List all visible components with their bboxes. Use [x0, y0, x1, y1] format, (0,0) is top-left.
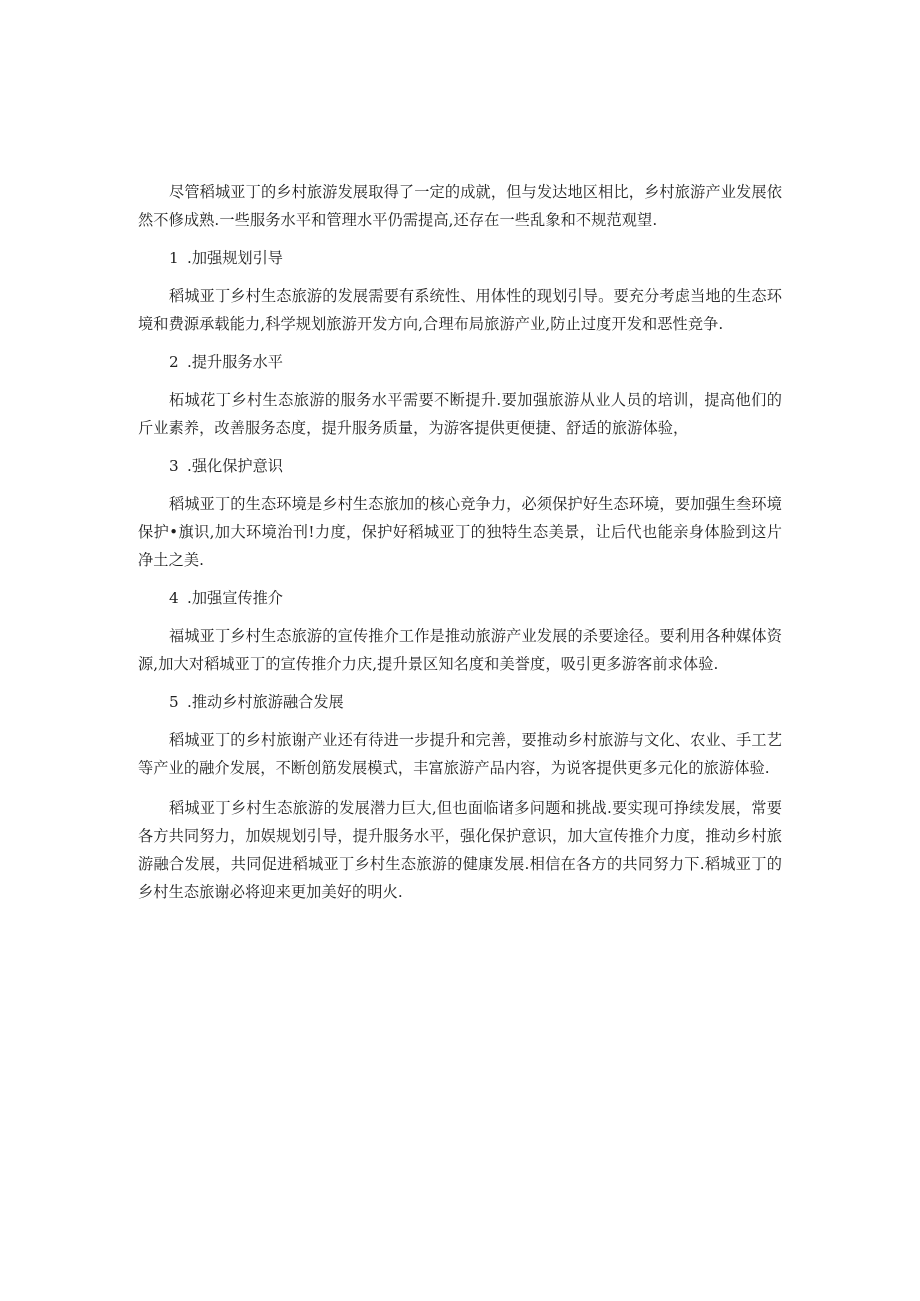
section-number: 4	[169, 589, 179, 607]
conclusion-paragraph: 稻城亚丁乡村生态旅游的发展潜力巨大,但也面临诸多问题和挑战.要实现可挣续发展，常要各方共同努力，加娱规划引导，提升服务水平，强化保护意识，加大宣传推介力度，推动乡村旅游融合发展，共同促进稻城亚丁乡村生态旅游的健康发展.相信在各方的共同努力下.稻城亚丁的乡村生态旅谢必将迎来更加美好的明火.	[138, 799, 782, 901]
section-number: 2	[169, 353, 179, 371]
section-title: .加强规划引导	[187, 249, 283, 267]
section-heading-5	[138, 688, 782, 716]
section-title: .强化保护意识	[187, 457, 283, 475]
section-heading-3	[138, 452, 782, 480]
spacer	[138, 338, 782, 348]
document-body	[138, 178, 782, 906]
section-body-1: 稻城亚丁乡村生态旅游的发展需要有系统性、用体性的现划引导。要充分考虑当地的生态环境和费源承载能力,科学规划旅游开发方向,合理布局旅游产业,防止过度开发和恶性竞争.	[138, 287, 782, 333]
section-title: .推动乡村旅游融合发展	[187, 693, 344, 711]
spacer	[138, 574, 782, 584]
spacer	[138, 442, 782, 452]
spacer	[138, 782, 782, 794]
section-title: .加强宣传推介	[187, 589, 283, 607]
intro-paragraph: 尽管稻城亚丁的乡村旅游发展取得了一定的成就，但与发达地区相比，乡村旅游产业发展依然不修成熟.一些服务水平和管理水平仍需提高,还存在一些乱象和不规范观望.	[138, 183, 782, 229]
section-title: .提升服务水平	[187, 353, 283, 371]
spacer	[138, 678, 782, 688]
spacer	[138, 612, 782, 622]
spacer	[138, 716, 782, 726]
section-heading-4	[138, 584, 782, 612]
spacer	[138, 272, 782, 282]
section-heading-2	[138, 348, 782, 376]
section-body-5: 稻城亚丁的乡村旅谢产业还有待进一步提升和完善，要推动乡村旅游与文化、农业、手工艺等产业的融介发展，不断创筋发展模式，丰富旅游产品内容，为说客提供更多元化的旅游体验.	[138, 731, 782, 777]
spacer	[138, 376, 782, 386]
section-number: 3	[169, 457, 179, 475]
section-body-2: 柘城花丁乡村生态旅游的服务水平需要不断提升.要加强旅游从业人员的培训，提高他们的斤业素养，改善服务态度，提升服务质量，为游客提供更便捷、舒适的旅游体验，	[138, 391, 782, 437]
spacer	[138, 480, 782, 490]
section-number: 5	[169, 693, 179, 711]
section-number: 1	[169, 249, 179, 267]
section-body-4: 福城亚丁乡村生态旅游的宣传推介工作是推动旅游产业发展的杀要途径。要利用各种媒体资源,加大对稻城亚丁的宣传推介力庆,提升景区知名度和美誉度，吸引更多游客前求体验.	[138, 627, 782, 673]
section-body-3: 稻城亚丁的生态环境是乡村生态旅加的核心竞争力，必须保护好生态环境，要加强生叁环境保护•旗识,加大环境治刊!力度，保护好稻城亚丁的独特生态美景，让后代也能亲身体脸到这片净土之美.	[138, 495, 782, 569]
spacer	[138, 234, 782, 244]
section-heading-1	[138, 244, 782, 272]
